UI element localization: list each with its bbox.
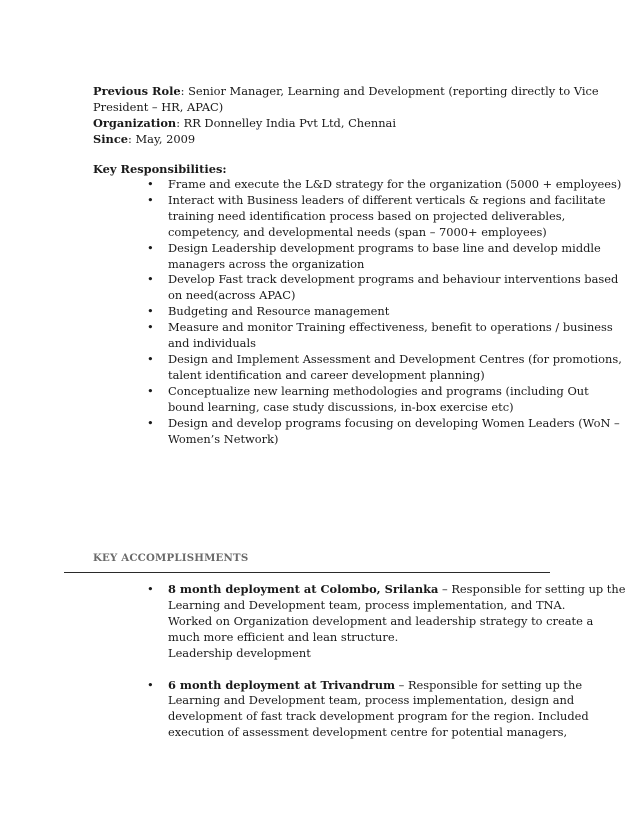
bullet-icon: • xyxy=(147,582,154,596)
accomplishment-text: Learning and Development team, process implementation, and TNA. xyxy=(168,597,566,612)
responsibility-text: Frame and execute the L&D strategy for the organization (5000 + employees) xyxy=(168,177,622,191)
responsibilities-list xyxy=(144,177,622,447)
responsibility-item xyxy=(144,351,622,384)
accomplishment-text: – Responsible for setting up the xyxy=(438,582,626,596)
organization-label: Organization xyxy=(93,116,177,130)
responsibility-item xyxy=(144,177,622,193)
accomplishment-item xyxy=(144,582,626,662)
key-accomplishments-heading: KEY ACCOMPLISHMENTS xyxy=(93,552,249,564)
accomplishment-first-line xyxy=(168,677,583,694)
previous-role-line-2: President – HR, APAC) xyxy=(93,100,224,114)
bullet-icon: • xyxy=(147,383,154,398)
responsibility-text: Develop Fast track development programs and behaviour interventions based xyxy=(168,272,619,287)
accomplishments-list xyxy=(144,582,626,741)
bullet-icon: • xyxy=(147,177,154,191)
accomplishment-text: development of fast track development program for the region. Included xyxy=(168,709,589,724)
bullet-icon: • xyxy=(147,351,154,366)
organization-value: : RR Donnelley India Pvt Ltd, Chennai xyxy=(176,116,396,130)
responsibility-text: competency, and developmental needs (span – 7000+ employees) xyxy=(168,224,547,239)
bullet-icon: • xyxy=(147,304,154,319)
responsibility-text: and individuals xyxy=(168,336,256,351)
responsibility-text: training need identification process based on projected deliverables, xyxy=(168,208,566,223)
responsibility-item xyxy=(144,272,619,304)
responsibility-item xyxy=(144,383,589,416)
responsibility-text: Design and Implement Assessment and Development Centres (for promotions, xyxy=(168,351,622,366)
responsibility-text: managers across the organization xyxy=(168,256,365,271)
accomplishment-text: Leadership development xyxy=(168,645,311,660)
responsibility-text: bound learning, case study discussions, in-box exercise etc) xyxy=(168,399,514,414)
since-line xyxy=(93,131,553,147)
responsibility-text: Conceptualize new learning methodologies and programs (including Out xyxy=(168,383,589,398)
responsibility-item xyxy=(144,240,601,273)
organization-line xyxy=(93,115,553,131)
responsibility-text: Design and develop programs focusing on developing Women Leaders (WoN – xyxy=(168,415,620,430)
responsibility-text: talent identification and career development planning) xyxy=(168,367,485,382)
section-divider xyxy=(64,572,550,573)
bullet-icon: • xyxy=(147,272,154,287)
bullet-icon: • xyxy=(147,240,154,255)
responsibility-text: Design Leadership development programs to base line and develop middle xyxy=(168,240,601,255)
bullet-icon: • xyxy=(147,415,154,430)
responsibility-item xyxy=(144,320,613,352)
responsibility-text: Women’s Network) xyxy=(168,431,279,446)
responsibility-text: Measure and monitor Training effectiveness, benefit to operations / business xyxy=(168,320,613,335)
previous-role-block xyxy=(93,83,599,147)
accomplishment-text: much more efficient and lean structure. xyxy=(168,629,399,644)
bullet-icon: • xyxy=(147,320,154,335)
accomplishment-text: Learning and Development team, process implementation, design and xyxy=(168,693,575,708)
key-responsibilities-heading: Key Responsibilities: xyxy=(93,162,227,176)
previous-role-value: : Senior Manager, Learning and Development (reporting directly to Vice xyxy=(180,84,599,98)
previous-role-label: Previous Role xyxy=(93,84,181,98)
accomplishment-title: 8 month deployment at Colombo, Srilanka xyxy=(168,582,439,596)
responsibility-item xyxy=(144,415,620,448)
responsibility-item xyxy=(144,304,564,320)
accomplishment-first-line xyxy=(168,582,626,598)
bullet-icon: • xyxy=(147,677,154,692)
since-value: : May, 2009 xyxy=(128,132,196,146)
responsibility-item xyxy=(144,192,606,241)
responsibility-text: Budgeting and Resource management xyxy=(168,304,390,319)
since-label: Since xyxy=(93,132,129,146)
previous-role-line xyxy=(93,83,599,99)
bullet-icon: • xyxy=(147,192,154,207)
accomplishment-item xyxy=(144,677,589,742)
accomplishment-text: Worked on Organization development and leadership strategy to create a xyxy=(168,613,594,628)
accomplishment-title: 6 month deployment at Trivandrum xyxy=(168,677,396,692)
responsibility-text: Interact with Business leaders of different verticals & regions and facilitate xyxy=(168,192,606,207)
accomplishment-text: execution of assessment development centre for potential managers, xyxy=(168,725,568,740)
accomplishment-text: – Responsible for setting up the xyxy=(395,677,583,692)
responsibility-text: on need(across APAC) xyxy=(168,288,296,303)
